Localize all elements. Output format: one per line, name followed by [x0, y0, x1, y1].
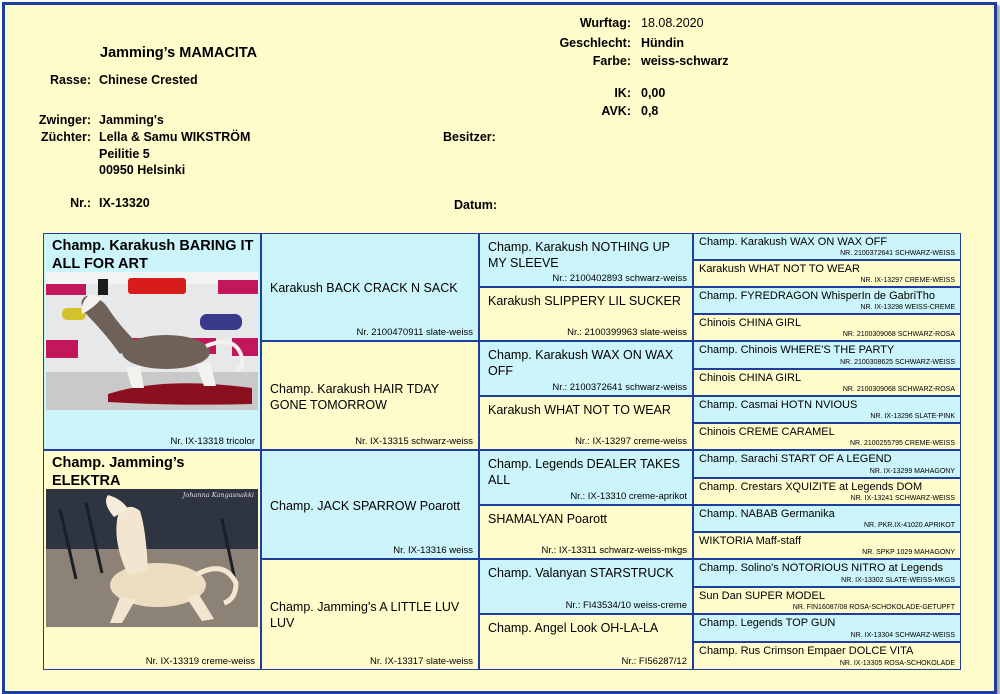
- zuechter-name: Lella & Samu WIKSTRÖM: [99, 130, 251, 144]
- grandparent-name: Champ. Karakush HAIR TDAY GONE TOMORROW: [270, 382, 439, 412]
- farbe-value: weiss-schwarz: [641, 54, 729, 68]
- parent-name: Champ. Jamming’s ELEKTRA: [52, 455, 185, 489]
- grandparent-name: Champ. JACK SPARROW Poarott: [270, 499, 461, 513]
- great-grandparent-nr: Nr.: 2100399963 slate-weiss: [567, 327, 687, 338]
- gen4-cell[interactable]: [693, 559, 961, 587]
- gen4-nr: NR. 2100372641 SCHWARZ-WEISS: [840, 250, 955, 257]
- gen4-name: Karakush WHAT NOT TO WEAR: [699, 263, 860, 275]
- gen4-cell[interactable]: [693, 478, 961, 505]
- gen4-name: Champ. Karakush WAX ON WAX OFF: [699, 236, 888, 248]
- grandparent-nr: Nr. IX-13316 weiss: [393, 545, 473, 556]
- gen4-cell[interactable]: [693, 505, 961, 532]
- gen4-cell[interactable]: [693, 532, 961, 559]
- avk-value: 0,8: [641, 104, 659, 118]
- pedigree-frame: [2, 2, 997, 694]
- gen4-cell[interactable]: [693, 423, 961, 450]
- great-grandparent-nr: Nr.: FI56287/12: [621, 656, 687, 667]
- gen4-nr: NR. IX-13304 SCHWARZ-WEISS: [850, 632, 955, 639]
- dog-name: Jamming’s MAMACITA: [100, 45, 258, 61]
- gen4-name: Champ. Sarachi START OF A LEGEND: [699, 453, 892, 465]
- great-grandparent-name: Champ. Karakush NOTHING UP MY SLEEVE: [488, 240, 670, 270]
- gen4-name: Chinois CHINA GIRL: [699, 317, 802, 329]
- great-grandparent-cell[interactable]: [479, 614, 693, 670]
- gen4-name: Champ. Rus Crimson Empaer DOLCE VITA: [699, 645, 914, 657]
- great-grandparent-nr: Nr.: IX-13297 creme-weiss: [575, 436, 687, 447]
- gen4-cell[interactable]: [693, 287, 961, 314]
- trotting-dog-photo: [46, 489, 258, 627]
- grandparent-nr: Nr. 2100470911 slate-weiss: [356, 327, 473, 338]
- gen4-nr: NR. PKR.IX-41020 APRIKOT: [863, 522, 955, 529]
- datum-label: Datum:: [454, 198, 498, 212]
- great-grandparent-name: Champ. Valanyan STARSTRUCK: [488, 566, 674, 580]
- gen4-nr: NR. 2100255795 CREME-WEISS: [849, 440, 955, 447]
- great-grandparent-cell[interactable]: [479, 450, 693, 505]
- gen4-nr: NR. IX-13298 WEISS-CREME: [860, 304, 955, 311]
- gen4-cell[interactable]: [693, 260, 961, 287]
- avk-label: AVK:: [601, 104, 631, 118]
- gen4-name: Champ. Legends TOP GUN: [699, 617, 836, 629]
- gen4-nr: NR. IX-13241 SCHWARZ-WEISS: [850, 495, 955, 502]
- gen4-cell[interactable]: [693, 341, 961, 369]
- besitzer-label: Besitzer:: [443, 130, 496, 144]
- grandparent-cell[interactable]: [261, 233, 479, 341]
- ik-value: 0,00: [641, 86, 666, 100]
- gen4-cell[interactable]: [693, 587, 961, 614]
- great-grandparent-cell[interactable]: [479, 233, 693, 287]
- grandparent-name: Champ. Jamming's A LITTLE LUV LUV: [270, 600, 460, 630]
- gen4-nr: NR. IX-13305 ROSA-SCHOKOLADE: [839, 660, 955, 667]
- wurftag-value: 18.08.2020: [641, 16, 704, 30]
- parent-nr: Nr. IX-13319 creme-weiss: [145, 656, 255, 667]
- gen4-cell[interactable]: [693, 614, 961, 642]
- grandparent-cell[interactable]: [261, 559, 479, 670]
- parent-nr: Nr. IX-13318 tricolor: [170, 436, 255, 447]
- gen4-name: WIKTORIA Maff-staff: [699, 535, 802, 547]
- great-grandparent-cell[interactable]: [479, 287, 693, 341]
- rasse-value: Chinese Crested: [99, 73, 198, 87]
- gen4-cell[interactable]: [693, 233, 961, 260]
- nr-label: Nr.:: [70, 196, 91, 210]
- great-grandparent-name: Champ. Angel Look OH-LA-LA: [488, 621, 659, 635]
- zwinger-label: Zwinger:: [38, 113, 91, 127]
- gen4-cell[interactable]: [693, 396, 961, 423]
- gen4-name: Champ. Crestars XQUIZITE at Legends DOM: [699, 481, 923, 493]
- great-grandparent-nr: Nr.: FI43534/10 weiss-creme: [565, 600, 687, 611]
- gen4-nr: NR. IX-13297 CREME-WEISS: [860, 277, 955, 284]
- great-grandparent-name: Karakush WHAT NOT TO WEAR: [488, 403, 671, 417]
- great-grandparent-name: Champ. Karakush WAX ON WAX OFF: [488, 348, 674, 378]
- zwinger-value: Jamming's: [99, 113, 164, 127]
- gen4-nr: NR. FIN16087/08 ROSA-SCHOKOLADE-GETUPFT: [792, 604, 955, 611]
- great-grandparent-nr: Nr.: IX-13311 schwarz-weiss-mkgs: [541, 545, 687, 556]
- great-grandparent-name: SHAMALYAN Poarott: [488, 512, 608, 526]
- great-grandparent-cell[interactable]: [479, 341, 693, 396]
- grandparent-nr: Nr. IX-13315 schwarz-weiss: [355, 436, 473, 447]
- zuechter-city: 00950 Helsinki: [99, 163, 186, 177]
- gen4-name: Champ. Chinois WHERE'S THE PARTY: [699, 344, 895, 356]
- gen4-name: Chinois CHINA GIRL: [699, 372, 802, 384]
- farbe-label: Farbe:: [592, 54, 631, 68]
- gen4-nr: NR. 2100309068 SCHWARZ-ROSA: [842, 386, 955, 393]
- gen4-name: Champ. NABAB Germanika: [699, 508, 835, 520]
- gen4-cell[interactable]: [693, 642, 961, 670]
- gen4-nr: NR. 2100308625 SCHWARZ-WEISS: [840, 359, 955, 366]
- gen4-nr: NR. IX-13296 SLATE-PINK: [870, 413, 955, 420]
- photo-credit: Johanna Kangasnakki: [182, 491, 254, 499]
- gen4-cell[interactable]: [693, 369, 961, 396]
- parent-sire[interactable]: [43, 233, 261, 450]
- great-grandparent-nr: Nr.: 2100402893 schwarz-weiss: [552, 273, 687, 284]
- great-grandparent-name: Karakush SLIPPERY LIL SUCKER: [488, 294, 681, 308]
- gen4-cell[interactable]: [693, 314, 961, 341]
- gen4-name: Chinois CREME CARAMEL: [699, 426, 835, 438]
- gen4-name: Champ. Casmai HOTN NVIOUS: [699, 399, 858, 411]
- grandparent-name: Karakush BACK CRACK N SACK: [270, 281, 458, 295]
- zuechter-label: Züchter:: [41, 130, 91, 144]
- gen4-nr: NR. IX-13302 SLATE-WEISS-MKGS: [841, 577, 955, 584]
- wurftag-label: Wurftag:: [579, 16, 631, 30]
- gen4-cell[interactable]: [693, 450, 961, 478]
- great-grandparent-cell[interactable]: [479, 505, 693, 559]
- gen4-nr: NR. 2100309068 SCHWARZ-ROSA: [842, 331, 955, 338]
- grandparent-cell[interactable]: [261, 341, 479, 450]
- zuechter-street: Peilitie 5: [99, 147, 150, 161]
- great-grandparent-nr: Nr.: 2100372641 schwarz-weiss: [552, 382, 687, 393]
- great-grandparent-cell[interactable]: [479, 559, 693, 614]
- grandparent-nr: Nr. IX-13317 slate-weiss: [370, 656, 473, 667]
- nr-value: IX-13320: [99, 196, 150, 210]
- grandparent-cell[interactable]: [261, 450, 479, 559]
- parent-name: Champ. Karakush BARING IT ALL FOR ART: [52, 238, 254, 272]
- geschlecht-label: Geschlecht:: [559, 36, 631, 50]
- gen4-name: Champ. FYREDRAGON WhisperIn de GabriTho: [699, 290, 935, 302]
- gen4-name: Sun Dan SUPER MODEL: [699, 590, 825, 602]
- great-grandparent-nr: Nr.: IX-13310 creme-aprikot: [570, 491, 687, 502]
- parent-dam[interactable]: [43, 450, 261, 670]
- great-grandparent-cell[interactable]: [479, 396, 693, 450]
- rasse-label: Rasse:: [50, 73, 91, 87]
- geschlecht-value: Hündin: [641, 36, 685, 50]
- gen4-nr: NR. SPKP 1029 MAHAGONY: [862, 549, 955, 556]
- ik-label: IK:: [614, 86, 631, 100]
- standing-dog-photo: [46, 272, 258, 410]
- gen4-name: Champ. Solino's NOTORIOUS NITRO at Legends: [699, 562, 943, 574]
- gen4-nr: NR. IX-13299 MAHAGONY: [869, 468, 955, 475]
- great-grandparent-name: Champ. Legends DEALER TAKES ALL: [488, 457, 680, 487]
